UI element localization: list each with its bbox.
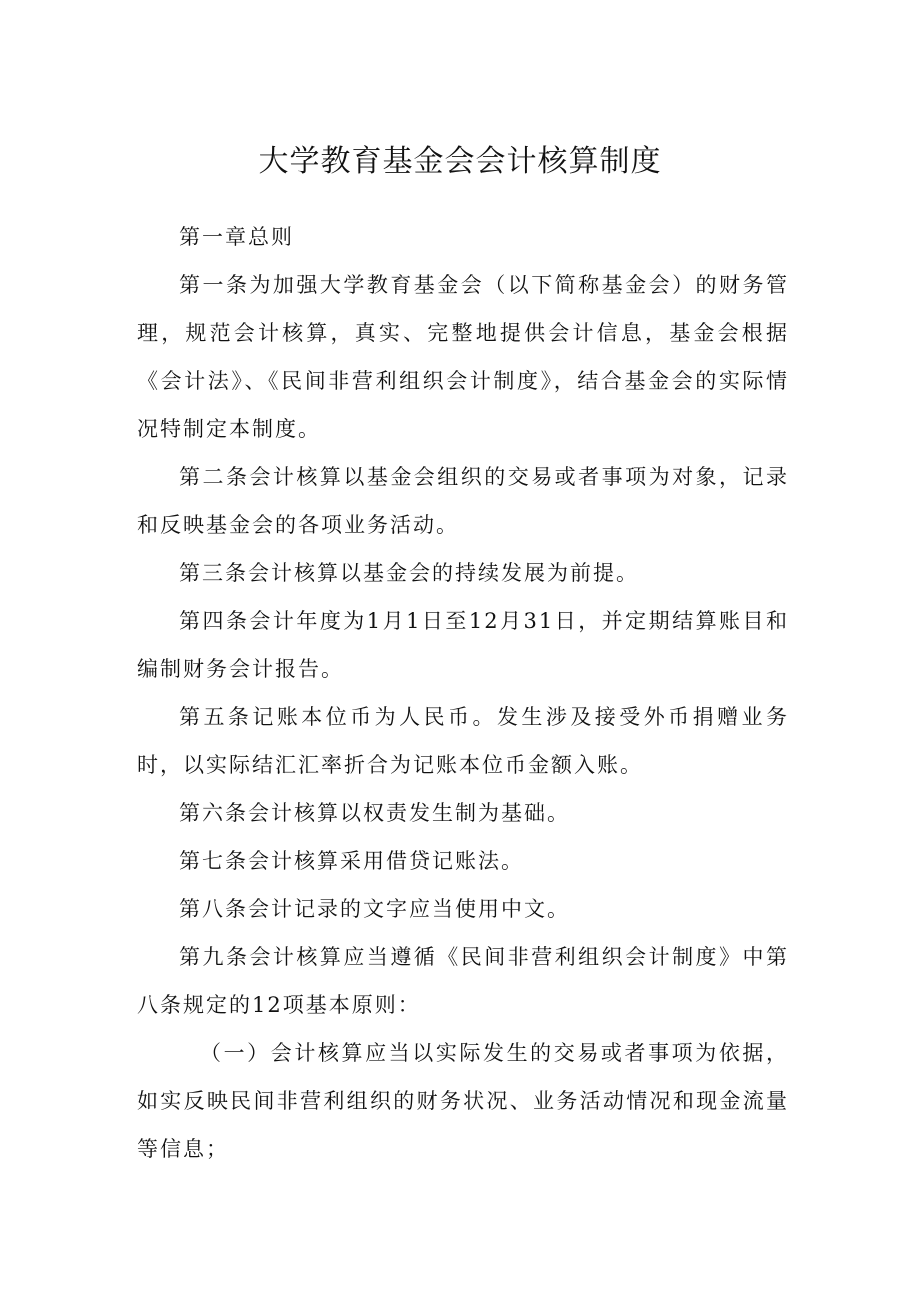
- article-9: 第九条会计核算应当遵循《民间非营利组织会计制度》中第八条规定的12项基本原则：: [137, 945, 789, 1017]
- document-body: [137, 213, 789, 1173]
- document-title: 大学教育基金会会计核算制度: [258, 144, 662, 179]
- article-5: 第五条记账本位币为人民币。发生涉及接受外币捐赠业务时，以实际结汇汇率折合为记账本位币金额入账。: [137, 705, 789, 777]
- chapter-heading: 第一章总则: [179, 225, 294, 249]
- article-7: 第七条会计核算采用借贷记账法。: [179, 849, 524, 873]
- article-1: 第一条为加强大学教育基金会（以下简称基金会）的财务管理，规范会计核算，真实、完整地提供会计信息，基金会根据《会计法》、《民间非营利组织会计制度》，结合基金会的实际情况特制定本制度。: [137, 273, 789, 441]
- article-8: 第八条会计记录的文字应当使用中文。: [179, 897, 570, 921]
- article-3: 第三条会计核算以基金会的持续发展为前提。: [179, 561, 639, 585]
- article-4: 第四条会计年度为1月1日至12月31日，并定期结算账目和编制财务会计报告。: [137, 609, 789, 681]
- principle-item-1: （一）会计核算应当以实际发生的交易或者事项为依据，如实反映民间非营利组织的财务状况、业务活动情况和现金流量等信息；: [137, 1041, 789, 1161]
- article-6: 第六条会计核算以权责发生制为基础。: [179, 801, 570, 825]
- article-2: 第二条会计核算以基金会组织的交易或者事项为对象，记录和反映基金会的各项业务活动。: [137, 465, 789, 537]
